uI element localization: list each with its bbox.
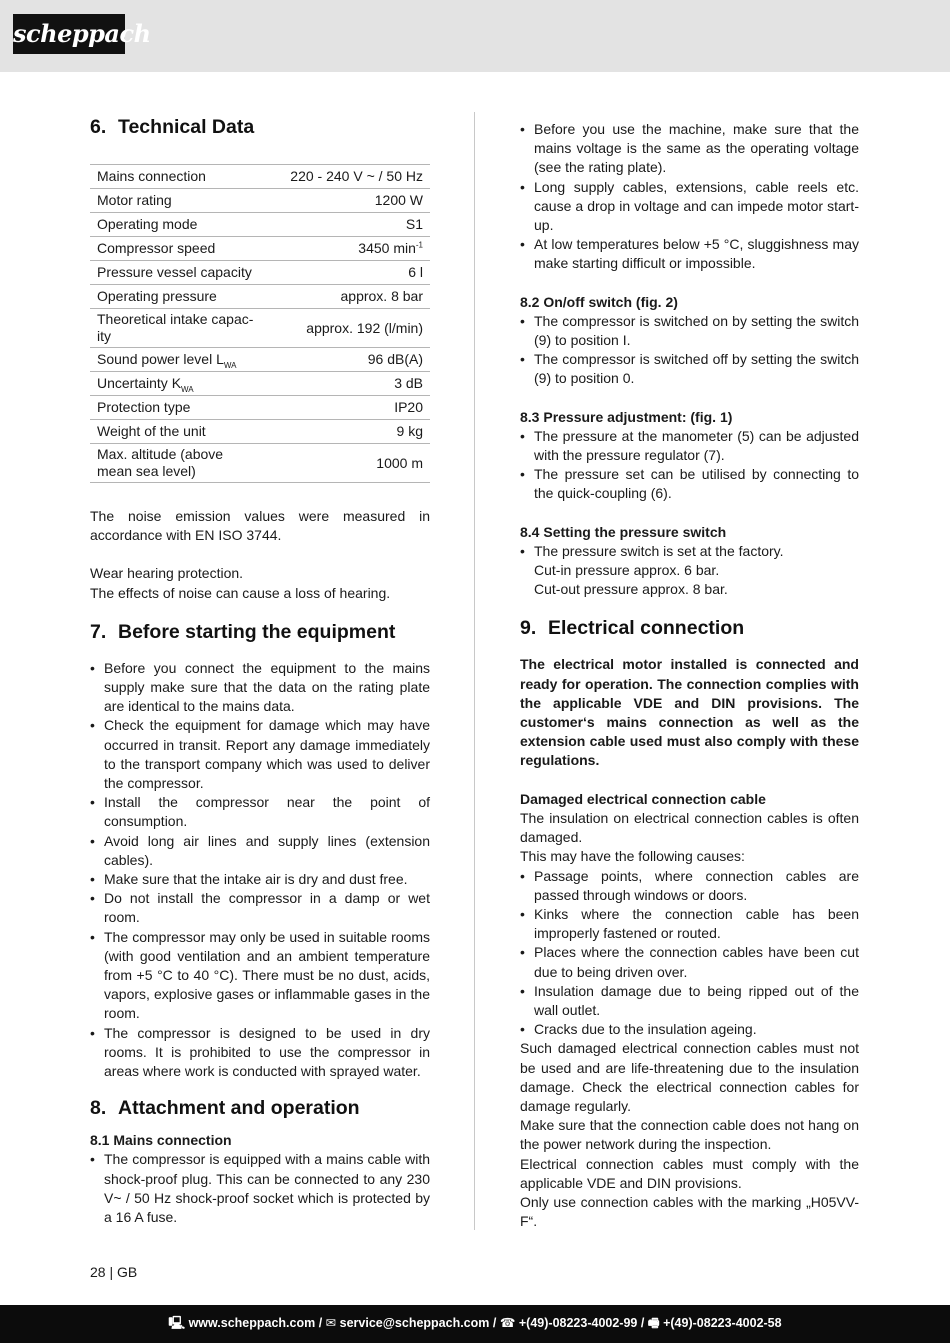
section-8-1-heading: 8.1 Mains connection [90, 1132, 232, 1149]
section-8-4-list [520, 542, 859, 561]
table-cell-label: Pressure vessel capacity [90, 261, 273, 285]
list-item: • The compressor is switched on by setting the switch (9) to position I. [520, 312, 859, 350]
table-cell-label: Theoretical intake capac- ity [90, 309, 273, 348]
section-8-2-list [520, 312, 859, 389]
table-cell-label: Mains connection [90, 165, 273, 189]
fax-number: +(49)-08223-4002-58 [663, 1316, 782, 1330]
list-item: • Check the equipment for damage which may have occurred in transit. Report any damage immediately to the transport company which was used to deliver the compressor. [90, 716, 430, 793]
noise-effects-text: The effects of noise can cause a loss of hearing. [90, 584, 391, 601]
damaged-cable-causes-list [520, 867, 859, 1040]
list-item: • Passage points, where connection cables are passed through windows or doors. [520, 867, 859, 905]
email-link[interactable]: service@scheppach.com [339, 1316, 490, 1330]
damaged-cable-text-3: Such damaged electrical connection cables must not be used and are life-threatening due to the insulation damage. Check the electrical connection cables for damage regularly. [520, 1040, 859, 1114]
table-cell-value: 220 - 240 V ~ / 50 Hz [273, 165, 430, 189]
list-item: • Do not install the compressor in a damp or wet room. [90, 889, 430, 927]
phone-number: +(49)-08223-4002-99 [518, 1316, 638, 1330]
table-cell-value: approx. 8 bar [273, 285, 430, 309]
table-cell-value: IP20 [273, 396, 430, 420]
list-item: • Make sure that the intake air is dry and dust free. [90, 870, 430, 889]
footer-contact: 🖳 www.scheppach.com / ✉ service@scheppach.com / ☎ +(49)-08223-4002-99 / 🖷 +(49)-08223-4002-58 [168, 1316, 782, 1330]
list-item: • Insulation damage due to being ripped out of the wall outlet. [520, 982, 859, 1020]
list-item: • Before you connect the equipment to the mains supply make sure that the data on the rating plate are identical to the mains data. [90, 659, 430, 717]
right-column [520, 120, 859, 1231]
section-7-heading: 7. Before starting the equipment [90, 620, 396, 643]
table-row [90, 444, 430, 483]
electrical-connection-notice: The electrical motor installed is connected and ready for operation. The connection complies with the applicable VDE and DIN provisions. The customer‘s mains connection as well as the extension cable used must also comply with these regulations. [520, 656, 859, 769]
table-row [90, 285, 430, 309]
damaged-cable-text-1: The insulation on electrical connection cables is often damaged. [520, 809, 859, 846]
table-cell-value: 9 kg [273, 420, 430, 444]
hearing-protection-text: Wear hearing protection. [90, 565, 244, 582]
table-cell-label: Operating mode [90, 213, 273, 237]
page-header [0, 0, 950, 72]
table-cell-label: Protection type [90, 396, 273, 420]
list-item: • Kinks where the connection cable has been improperly fastened or routed. [520, 905, 859, 943]
section-7-list [90, 659, 430, 1081]
list-item: • At low temperatures below +5 °C, sluggishness may make starting difficult or impossible. [520, 235, 859, 273]
section-8-3-heading: 8.3 Pressure adjustment: (fig. 1) [520, 408, 733, 425]
left-column [90, 112, 430, 1227]
table-cell-value: S1 [273, 213, 430, 237]
section-8-3-list [520, 427, 859, 504]
mains-voltage-list [520, 120, 859, 274]
table-row [90, 348, 430, 372]
table-cell-value: 3450 $\min^{-1}$ [273, 237, 430, 261]
cut-in-pressure: Cut-in pressure approx. 6 bar. [534, 562, 720, 579]
list-item: • The pressure at the manometer (5) can be adjusted with the pressure regulator (7). [520, 427, 859, 465]
table-row [90, 309, 430, 348]
section-6-heading: 6. Technical Data [90, 116, 255, 138]
table-cell-label: Compressor speed [90, 237, 273, 261]
column-divider [474, 112, 475, 1230]
scheppach-logo: scheppach [13, 14, 125, 54]
list-item: • Install the compressor near the point of consumption. [90, 793, 430, 831]
damaged-cable-text-5: Electrical connection cables must comply with the applicable VDE and DIN provisions. [520, 1155, 859, 1191]
list-item: • The compressor may only be used in suitable rooms (with good ventilation and an ambient temperature from +5 °C to 40 °C). There must be no dust, acids, vapors, explosive gases or inflammable gases in the room. [90, 928, 430, 1024]
table-cell-value: 1000 m [273, 444, 430, 483]
section-8-4-heading: 8.4 Setting the pressure switch [520, 523, 727, 540]
list-item: • Before you use the machine, make sure that the mains voltage is the same as the operating voltage (see the rating plate). [520, 120, 859, 178]
list-item: • The compressor is designed to be used in dry rooms. It is prohibited to use the compressor in areas where work is conducted with sprayed water. [90, 1024, 430, 1082]
section-8-1-list [90, 1150, 430, 1227]
table-cell-value: 1200 W [273, 189, 430, 213]
damaged-cable-text-2: This may have the following causes: [520, 848, 745, 865]
website-link[interactable]: www.scheppach.com [188, 1316, 316, 1330]
section-8-2-heading: 8.2 On/off switch (fig. 2) [520, 293, 678, 310]
table-row [90, 372, 430, 396]
list-item: • Places where the connection cables have been cut due to being driven over. [520, 943, 859, 981]
noise-emission-text: The noise emission values were measured in accordance with EN ISO 3744. [90, 508, 430, 544]
table-cell-label: Sound power level $L_{WA}$ [90, 348, 273, 372]
list-item: • Avoid long air lines and supply lines (extension cables). [90, 832, 430, 870]
fax-icon: 🖷 [647, 1316, 660, 1330]
list-item: • Long supply cables, extensions, cable reels etc. cause a drop in voltage and can impede motor start-up. [520, 178, 859, 236]
list-item: • The compressor is switched off by setting the switch (9) to position 0. [520, 350, 859, 388]
table-cell-value: 3 dB [273, 372, 430, 396]
page-number: 28 | GB [90, 1264, 138, 1280]
section-9-heading: 9. Electrical connection [520, 617, 745, 640]
table-row [90, 420, 430, 444]
cut-out-pressure: Cut-out pressure approx. 8 bar. [534, 581, 728, 598]
table-row [90, 165, 430, 189]
computer-icon: 🖳 [168, 1316, 186, 1330]
damaged-cable-text-6: Only use connection cables with the marking „H05VV-F“. [520, 1193, 859, 1230]
table-cell-value: approx. 192 (l/min) [273, 309, 430, 348]
section-8-heading: 8. Attachment and operation [90, 1097, 360, 1120]
table-cell-label: Motor rating [90, 189, 273, 213]
table-row [90, 237, 430, 261]
table-cell-value: 96 dB(A) [273, 348, 430, 372]
list-item: • The compressor is equipped with a mains cable with shock-proof plug. This can be connected to any 230 V~ / 50 Hz shock-proof socket which is protected by a 16 A fuse. [90, 1150, 430, 1227]
list-item: • Cracks due to the insulation ageing. [520, 1020, 859, 1039]
damaged-cable-heading: Damaged electrical connection cable [520, 790, 766, 807]
table-cell-label: Max. altitude (above mean sea level) [90, 444, 273, 483]
technical-data-table [90, 164, 430, 483]
table-cell-label: Operating pressure [90, 285, 273, 309]
phone-icon: ☎ [499, 1316, 516, 1330]
table-row [90, 396, 430, 420]
list-item: • The pressure switch is set at the factory. [520, 542, 859, 561]
mail-icon: ✉ [325, 1316, 337, 1330]
table-row [90, 189, 430, 213]
table-cell-label: Uncertainty $K_{WA}$ [90, 372, 273, 396]
table-row [90, 261, 430, 285]
damaged-cable-text-4: Make sure that the connection cable does not hang on the power network during the inspection. [520, 1117, 859, 1153]
list-item: • The pressure set can be utilised by connecting to the quick-coupling (6). [520, 465, 859, 503]
table-cell-label: Weight of the unit [90, 420, 273, 444]
table-cell-value: 6 l [273, 261, 430, 285]
table-row [90, 213, 430, 237]
